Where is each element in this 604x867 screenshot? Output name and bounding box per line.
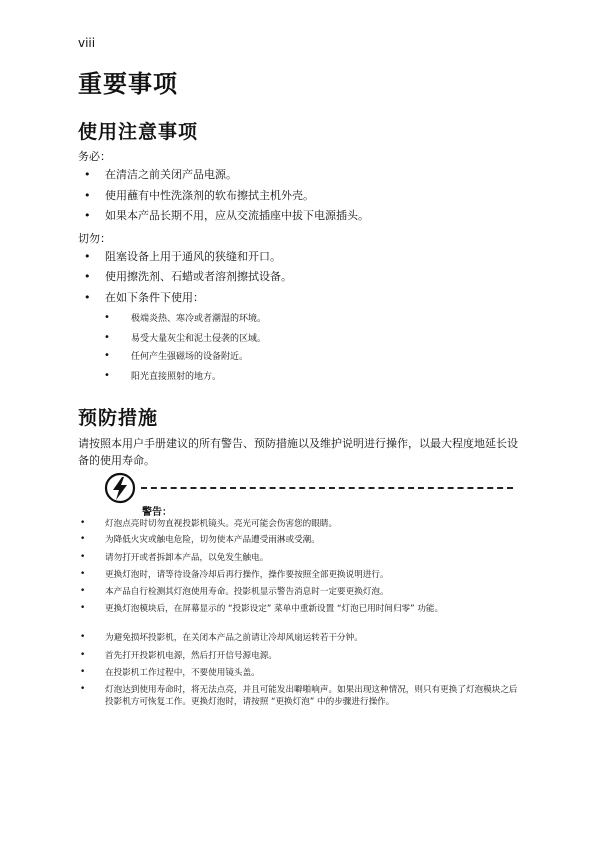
warning-item: • 请勿打开或者拆卸本产品，以免发生触电。 xyxy=(80,552,269,563)
dont-item: • 在如下条件下使用： xyxy=(84,291,204,304)
dont-label: 切勿： xyxy=(78,232,111,245)
must-label: 务必： xyxy=(78,150,111,163)
page-title: 重要事项 xyxy=(78,70,178,98)
warning-item: • 更换灯泡时，请等待设备冷却后再行操作，操作要按照全部更换说明进行。 xyxy=(80,569,389,580)
warning-item: • 本产品自行检测其灯泡使用寿命。投影机显示警告消息时一定要更换灯泡。 xyxy=(80,586,389,597)
must-item: • 使用蘸有中性洗涤剂的软布擦拭主机外壳。 xyxy=(84,189,314,202)
condition-item: • 阳光直接照射的地方。 xyxy=(104,370,222,382)
warning-item: • 更换灯泡模块后，在屏幕显示的 “投影设定” 菜单中重新设置 “灯泡已用时间归零” 功能。 xyxy=(80,603,444,614)
warning-label: 警告： xyxy=(142,507,172,518)
warning-item: • 为降低火灾或触电危险，切勿使本产品遭受雨淋或受潮。 xyxy=(80,534,320,545)
lightning-warning-icon xyxy=(104,472,136,504)
warning-item: • 在投影机工作过程中，不要使用镜头盖。 xyxy=(80,667,260,678)
warning-item: • 灯泡达到使用寿命时，将无法点亮，并且可能发出噼啪响声。如果出现这种情况，则只有更换了灯泡模块之后投影机方可恢复工作。更换灯泡时，请按照 “更换灯泡” 中的步骤进行操作。 xyxy=(80,684,518,707)
condition-item: • 任何产生强磁场的设备附近。 xyxy=(104,350,249,362)
precautions-heading: 预防措施 xyxy=(78,407,159,429)
condition-item: • 极端炎热、寒冷或者潮湿的环境。 xyxy=(104,312,267,324)
warning-item: • 首先打开投影机电源，然后打开信号源电源。 xyxy=(80,650,277,661)
must-item: • 如果本产品长期不用，应从交流插座中拔下电源插头。 xyxy=(84,209,369,222)
usage-heading: 使用注意事项 xyxy=(78,121,199,143)
condition-item: • 易受大量灰尘和泥土侵袭的区域。 xyxy=(104,332,267,344)
precautions-intro: 请按照本用户手册建议的所有警告、预防措施以及维护说明进行操作，以最大程度地延长设备的使用寿命。 xyxy=(78,437,518,467)
warning-divider xyxy=(141,487,513,489)
warning-item: • 灯泡点亮时切勿直视投影机镜头。亮光可能会伤害您的眼睛。 xyxy=(80,518,338,529)
must-item: • 在清洁之前关闭产品电源。 xyxy=(84,168,237,181)
warning-item: • 为避免损坏投影机，在关闭本产品之前请让冷却风扇运转若干分钟。 xyxy=(80,632,363,643)
page-number: viii xyxy=(78,36,96,50)
dont-item: • 阻塞设备上用于通风的狭缝和开口。 xyxy=(84,250,281,263)
dont-item: • 使用擦洗剂、石蜡或者溶剂擦拭设备。 xyxy=(84,270,292,283)
